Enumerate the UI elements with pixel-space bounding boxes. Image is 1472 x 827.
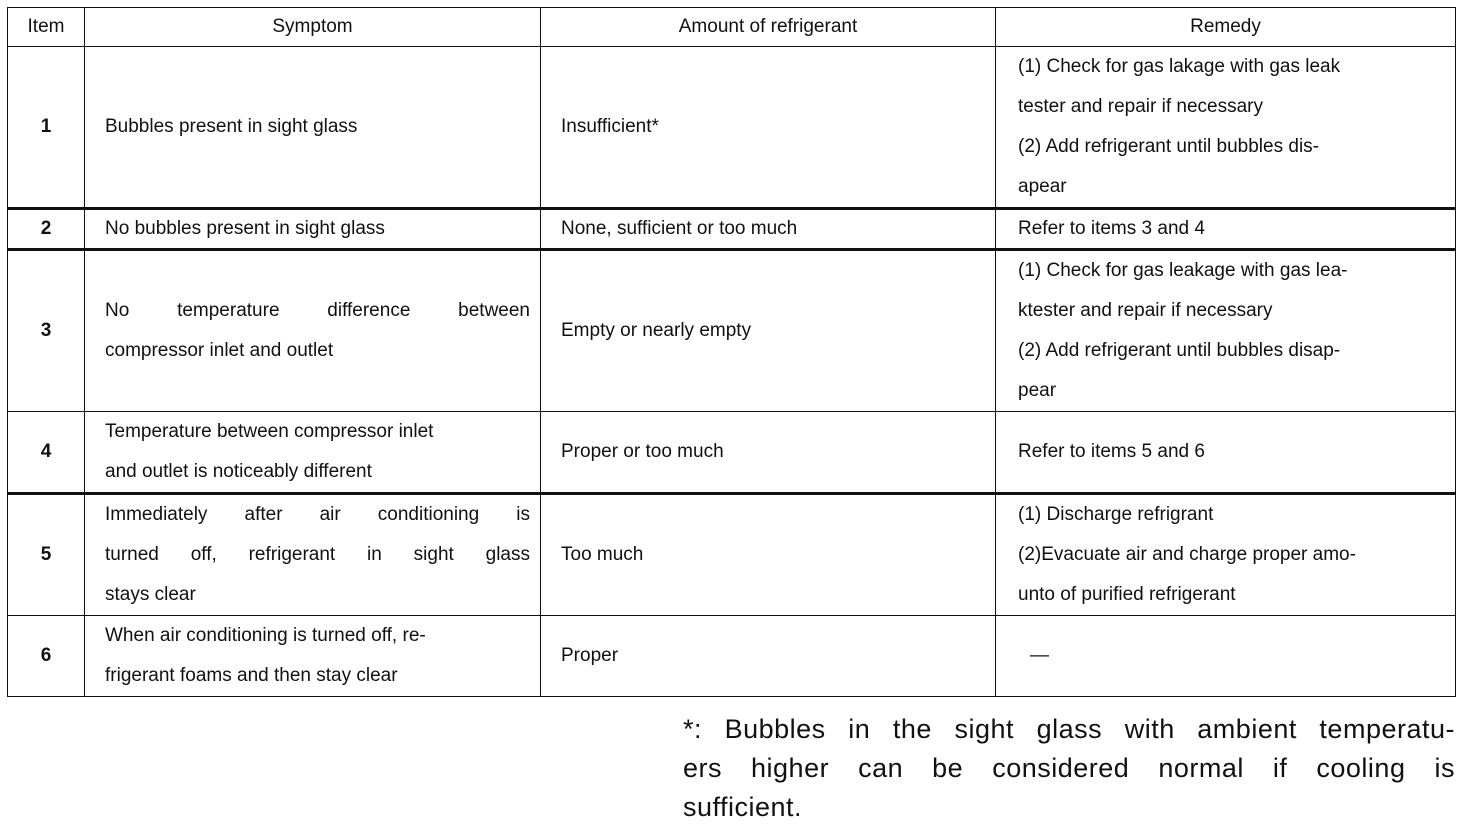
remedy-dash: — (1030, 645, 1049, 666)
remedy-line: tester and repair if necessary (1018, 96, 1264, 117)
footnote-line: *: Bubbles in the sight glass with ambient temperatu- (683, 714, 1455, 744)
table-header-row (8, 8, 1456, 47)
amount-cell: None, sufficient or too much (541, 209, 996, 250)
remedy-line: Refer to items 3 and 4 (1018, 218, 1205, 239)
table-row (8, 47, 1456, 209)
table-row (8, 494, 1456, 616)
table-row (8, 250, 1456, 412)
remedy-line: unto of purified refrigerant (1018, 584, 1236, 605)
symptom-line: No bubbles present in sight glass (105, 218, 385, 239)
symptom-line: No temperature difference between (105, 300, 530, 321)
symptom-cell (85, 250, 541, 412)
table-row (8, 209, 1456, 250)
symptom-line: Bubbles present in sight glass (105, 116, 358, 137)
amount-cell: Insufficient* (541, 47, 996, 209)
remedy-line: Refer to items 5 and 6 (1018, 441, 1205, 462)
symptom-cell (85, 412, 541, 494)
item-number: 2 (8, 209, 85, 250)
remedy-line: (2) Add refrigerant until bubbles dis- (1018, 136, 1319, 157)
remedy-line: (1) Check for gas leakage with gas lea- (1018, 260, 1348, 281)
footnote (683, 710, 1455, 827)
symptom-line: frigerant foams and then stay clear (105, 665, 398, 686)
item-number: 3 (8, 250, 85, 412)
symptom-cell (85, 209, 541, 250)
header-symptom: Symptom (85, 8, 541, 47)
remedy-line: (2) Add refrigerant until bubbles disap- (1018, 340, 1341, 361)
symptom-cell (85, 616, 541, 697)
item-number: 4 (8, 412, 85, 494)
amount-cell: Proper (541, 616, 996, 697)
remedy-line: apear (1018, 176, 1067, 197)
symptom-line: and outlet is noticeably different (105, 461, 372, 482)
amount-cell: Empty or nearly empty (541, 250, 996, 412)
header-item: Item (8, 8, 85, 47)
symptom-cell (85, 494, 541, 616)
footnote-line: sufficient. (683, 792, 803, 822)
item-number: 6 (8, 616, 85, 697)
remedy-line: pear (1018, 380, 1057, 401)
item-number: 5 (8, 494, 85, 616)
symptom-line: compressor inlet and outlet (105, 340, 334, 361)
remedy-cell (996, 494, 1456, 616)
symptom-line: stays clear (105, 584, 196, 605)
table-row (8, 616, 1456, 697)
remedy-cell (996, 412, 1456, 494)
header-amount: Amount of refrigerant (541, 8, 996, 47)
symptom-line: When air conditioning is turned off, re- (105, 625, 426, 646)
remedy-cell (996, 209, 1456, 250)
remedy-line: ktester and repair if necessary (1018, 300, 1273, 321)
remedy-cell (996, 250, 1456, 412)
header-remedy: Remedy (996, 8, 1456, 47)
table-row (8, 412, 1456, 494)
symptom-line: turned off, refrigerant in sight glass (105, 544, 530, 565)
remedy-cell (996, 616, 1456, 697)
remedy-line: (2)Evacuate air and charge proper amo- (1018, 544, 1356, 565)
remedy-cell (996, 47, 1456, 209)
item-number: 1 (8, 47, 85, 209)
remedy-line: (1) Discharge refrigrant (1018, 504, 1214, 525)
symptom-line: Temperature between compressor inlet (105, 421, 434, 442)
symptom-cell (85, 47, 541, 209)
symptom-line: Immediately after air conditioning is (105, 504, 530, 525)
amount-cell: Proper or too much (541, 412, 996, 494)
refrigerant-diagnosis-table (7, 7, 1456, 697)
amount-cell: Too much (541, 494, 996, 616)
footnote-line: ers higher can be considered normal if cooling is (683, 753, 1455, 783)
remedy-line: (1) Check for gas lakage with gas leak (1018, 56, 1341, 77)
